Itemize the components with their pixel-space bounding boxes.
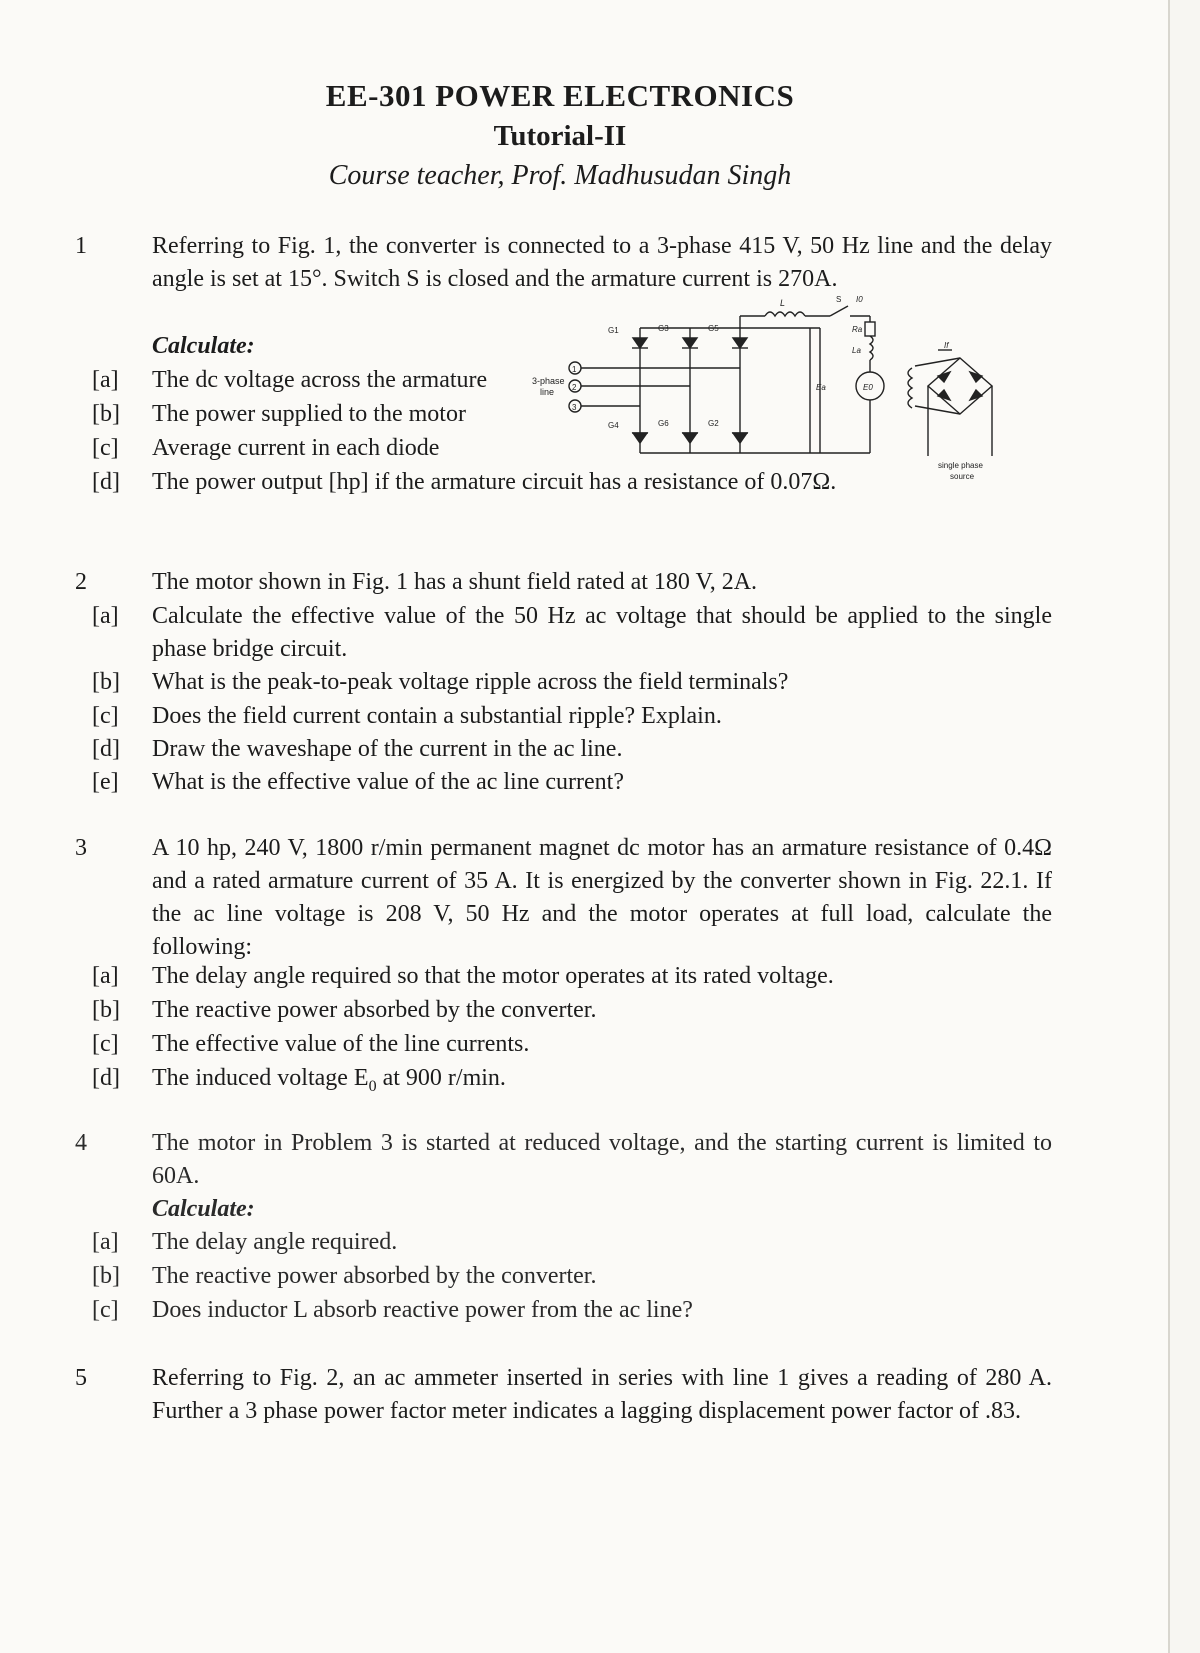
part-text: Average current in each diode <box>152 435 440 461</box>
calculate-label: Calculate: <box>152 333 255 359</box>
part-text: Draw the waveshape of the current in the ac line. <box>152 736 623 762</box>
diode-icon <box>683 338 697 348</box>
motor-label: E0 <box>863 383 873 392</box>
part-text: The effective value of the line currents. <box>152 1031 530 1057</box>
diode-icon <box>970 372 982 382</box>
diode-icon <box>938 372 950 382</box>
part-label: [b] <box>92 1263 120 1289</box>
field-winding-icon <box>908 368 912 408</box>
gate-label: G3 <box>658 324 669 333</box>
part-text <box>152 1062 506 1103</box>
gate-label: G5 <box>708 324 719 333</box>
gate-label: G4 <box>608 421 619 430</box>
part-label: [c] <box>92 435 119 461</box>
tutorial-title: Tutorial-II <box>493 120 627 152</box>
inductor-icon <box>765 312 805 316</box>
field-current-label: If <box>944 341 949 350</box>
diode-icon <box>633 433 647 443</box>
part-text: Does the field current contain a substantial ripple? Explain. <box>152 703 722 729</box>
diode-icon <box>733 338 747 348</box>
resistor-icon <box>865 322 875 336</box>
part-text: The power supplied to the motor <box>152 401 466 427</box>
part-label: [e] <box>92 769 119 795</box>
question-text: Referring to Fig. 1, the converter is connected to a 3-phase 415 V, 50 Hz line and the delay angle is set at 15°. Switch S is closed and the armature current is 270A. <box>152 233 1052 292</box>
part-text: The reactive power absorbed by the converter. <box>152 997 597 1023</box>
diode-icon <box>938 390 950 400</box>
question-number: 3 <box>75 835 87 861</box>
part-text-tail: at 900 r/min. <box>376 1065 506 1091</box>
part-label: [d] <box>92 1065 120 1091</box>
part-label: [b] <box>92 669 120 695</box>
gate-label: G1 <box>608 326 619 335</box>
diode-icon <box>970 390 982 400</box>
field-inductor-icon <box>870 336 873 360</box>
question-number: 4 <box>75 1130 87 1156</box>
part-text: The delay angle required so that the motor operates at its rated voltage. <box>152 963 834 989</box>
part-label: [b] <box>92 997 120 1023</box>
inductor-label: L <box>780 298 786 308</box>
source-label: single phase <box>938 461 983 470</box>
bridge-rectifier-icon <box>928 358 992 414</box>
diode-icon <box>633 338 647 348</box>
part-label: [d] <box>92 469 120 495</box>
part-text: Calculate the effective value of the 50 Hz ac voltage that should be applied to the single phase bridge circuit. <box>152 603 1052 662</box>
field-inductor-label: La <box>852 346 861 355</box>
question-text: The motor shown in Fig. 1 has a shunt field rated at 180 V, 2A. <box>152 569 758 595</box>
part-text-main: The induced voltage E <box>152 1065 369 1091</box>
part-text: What is the effective value of the ac line current? <box>152 769 624 795</box>
converter-circuit-figure <box>532 295 1060 508</box>
part-label: [c] <box>92 1031 119 1057</box>
terminal-3-label: 3 <box>572 403 577 412</box>
gate-label: G2 <box>708 419 719 428</box>
part-label: [a] <box>92 1229 119 1255</box>
resistor-label: Ra <box>852 325 863 334</box>
armature-emf-label: Ea <box>816 383 826 392</box>
line-label: line <box>540 387 555 397</box>
part-text: The delay angle required. <box>152 1229 398 1255</box>
diode-icon <box>733 433 747 443</box>
part-label: [a] <box>92 603 119 629</box>
part-text: The dc voltage across the armature <box>152 367 488 393</box>
calculate-label: Calculate: <box>152 1196 255 1222</box>
three-phase-label: 3-phase <box>532 376 565 386</box>
source-label-2: source <box>950 472 975 481</box>
course-title: EE-301 POWER ELECTRONICS <box>325 78 795 113</box>
gate-label: G6 <box>658 419 669 428</box>
terminal-1-label: 1 <box>572 365 577 374</box>
course-teacher: Course teacher, Prof. Madhusudan Singh <box>328 160 792 191</box>
part-label: [c] <box>92 1297 119 1323</box>
part-text: The reactive power absorbed by the converter. <box>152 1263 597 1289</box>
part-label: [d] <box>92 736 120 762</box>
question-number: 2 <box>75 569 87 595</box>
terminal-2-label: 2 <box>572 383 577 392</box>
part-label: [b] <box>92 401 120 427</box>
question-number: 5 <box>75 1365 87 1391</box>
part-label: [c] <box>92 703 119 729</box>
question-text: A 10 hp, 240 V, 1800 r/min permanent magnet dc motor has an armature resistance of 0.4Ω and a rated armature current of 35 A. It is energized by the converter shown in Fig. 22.1. If the ac line voltage is 208 V, 50 Hz and the motor operates at full load, calculate the following: <box>152 835 1052 960</box>
diode-icon <box>683 433 697 443</box>
question-text: Referring to Fig. 2, an ac ammeter inserted in series with line 1 gives a reading of 280 A. Further a 3 phase power factor meter indicates a lagging displacement power factor of .83. <box>152 1365 1052 1424</box>
current-label: I0 <box>856 295 863 304</box>
part-text: The power output [hp] if the armature circuit has a resistance of 0.07Ω. <box>152 469 837 495</box>
switch-label: S <box>836 295 842 304</box>
question-text: The motor in Problem 3 is started at reduced voltage, and the starting current is limited to 60A. <box>152 1130 1052 1189</box>
part-label: [a] <box>92 963 119 989</box>
question-number: 1 <box>75 233 87 259</box>
part-text: Does inductor L absorb reactive power from the ac line? <box>152 1297 693 1323</box>
part-text: What is the peak-to-peak voltage ripple across the field terminals? <box>152 669 789 695</box>
part-label: [a] <box>92 367 119 393</box>
subscript: 0 <box>368 1077 377 1095</box>
switch-icon <box>830 306 848 316</box>
